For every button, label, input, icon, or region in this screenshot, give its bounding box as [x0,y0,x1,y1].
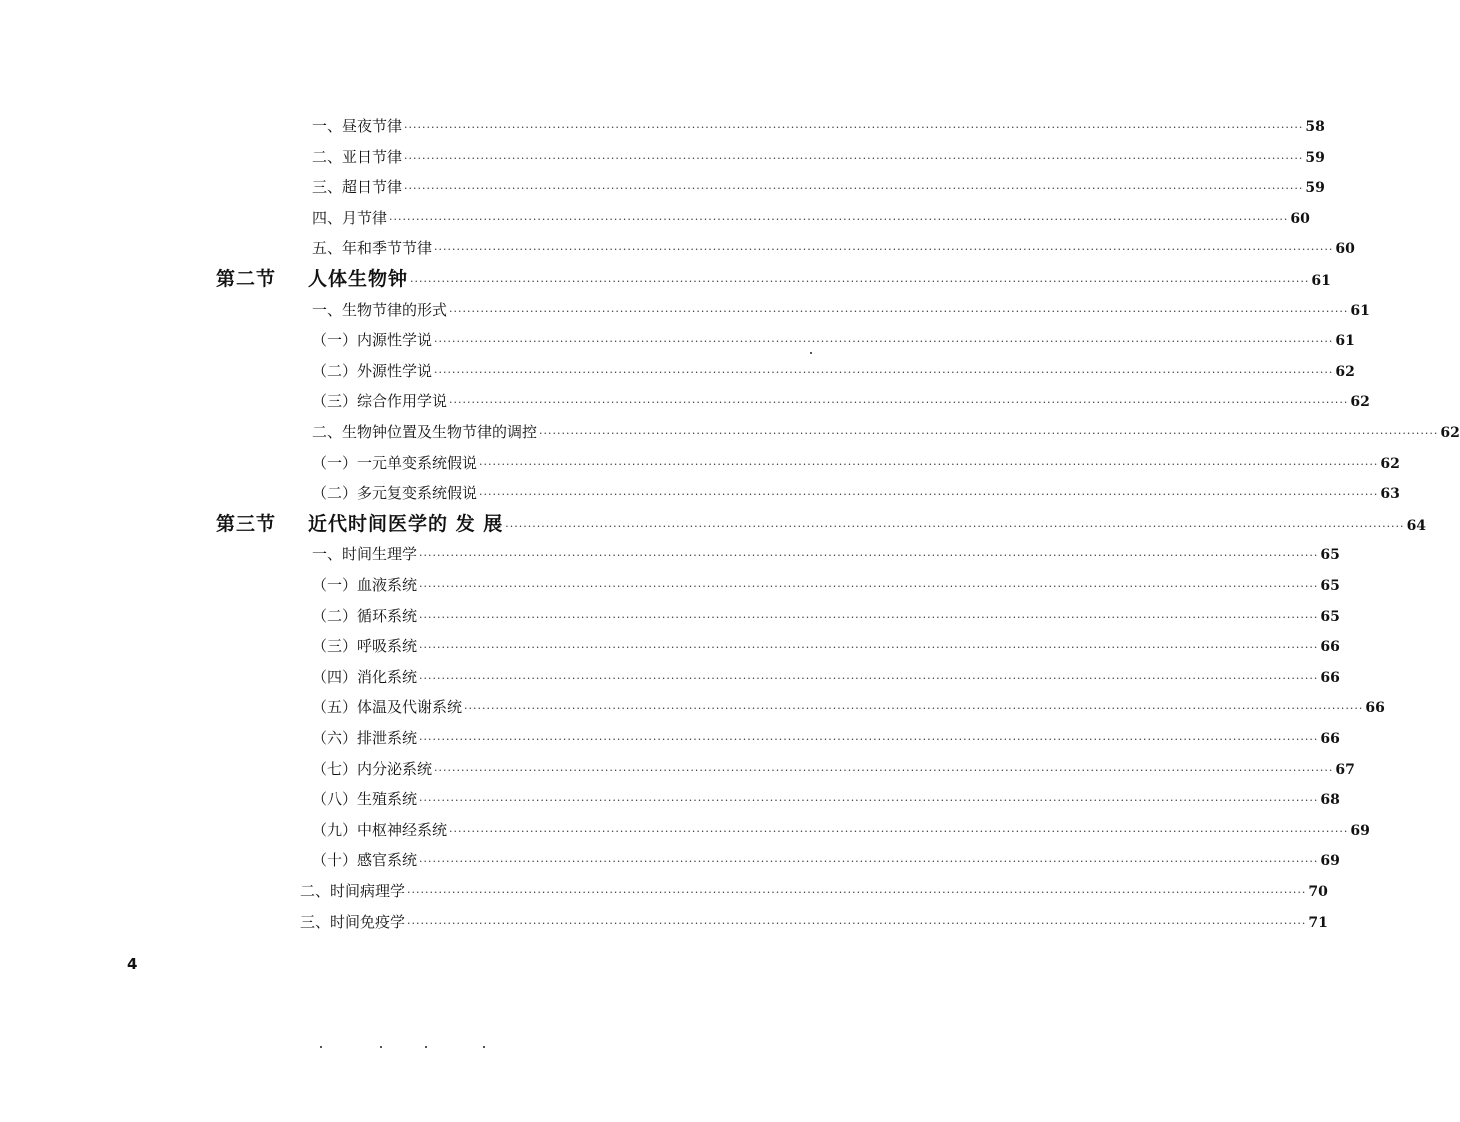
toc-page-number: 62 [1380,456,1400,472]
toc-entry [312,361,1355,383]
toc-page-number: 60 [1335,241,1355,257]
toc-entry-title: 一、时间生理学 [312,545,418,563]
toc-page-number: 69 [1350,823,1370,839]
toc-entry [312,208,1310,230]
toc-section-row [308,513,1427,537]
toc-page-number: 59 [1305,180,1325,196]
toc-page-number: 62 [1335,364,1355,380]
leader-dots: ········································································································································································································ [404,152,1304,165]
leader-dots: ········································································································································································································ [449,396,1349,409]
leader-dots: ········································································································································································································ [434,243,1334,256]
scan-speck [810,352,812,354]
toc-entry-title: 五、年和季节节律 [312,239,433,257]
leader-dots: ········································································································································································································ [419,855,1319,868]
leader-dots: ········································································································································································································ [434,366,1334,379]
leader-dots: ········································································································································································································ [449,825,1349,838]
toc-entry [312,238,1355,260]
leader-dots: ········································································································································································································ [419,611,1319,624]
leader-dots: ········································································································································································································ [419,580,1319,593]
leader-dots: ········································································································································································································ [407,886,1307,899]
toc-entry-title: 二、生物钟位置及生物节律的调控 [312,423,538,441]
leader-dots: ········································································································································································································ [419,733,1319,746]
toc-entry [312,391,1370,413]
leader-dots: ········································································································································································································ [419,641,1319,654]
toc-entry [312,330,1355,352]
toc-page-number: 62 [1350,394,1370,410]
toc-entry [312,483,1400,505]
toc-entry [300,912,1328,934]
scan-speck [425,1046,427,1048]
toc-entry [312,544,1340,566]
toc-entry [312,177,1325,199]
toc-entry-title: 近代时间医学的 发 展 [308,513,504,535]
toc-entry-title: 二、亚日节律 [312,148,403,166]
toc-entry-title: （十）感官系统 [312,851,418,869]
toc-entry-title: 四、月节律 [312,209,388,227]
section-number: 第二节 [216,268,277,290]
leader-dots: ········································································································································································································ [479,488,1379,501]
scan-speck [380,1046,382,1048]
toc-page-number: 61 [1335,333,1355,349]
leader-dots: ········································································································································································································ [505,520,1405,533]
toc-section-row [308,268,1331,292]
leader-dots: ········································································································································································································ [539,427,1439,440]
toc-entry [312,697,1385,719]
toc-entry-title: （六）排泄系统 [312,729,418,747]
toc-entry-title: （三）呼吸系统 [312,637,418,655]
section-number: 第三节 [216,513,277,535]
toc-entry-title: 三、超日节律 [312,178,403,196]
leader-dots: ········································································································································································································ [419,794,1319,807]
toc-entry [312,820,1370,842]
toc-entry [312,667,1340,689]
toc-page-number: 66 [1320,670,1340,686]
leader-dots: ········································································································································································································ [434,335,1334,348]
toc-entry-title: （二）外源性学说 [312,362,433,380]
leader-dots: ········································································································································································································ [434,764,1334,777]
toc-entry [312,789,1340,811]
toc-page-number: 70 [1308,884,1328,900]
toc-page-number: 69 [1320,853,1340,869]
toc-entry-title: （一）一元单变系统假说 [312,454,478,472]
toc-entry-title: （一）血液系统 [312,576,418,594]
toc-entry [312,300,1370,322]
toc-entry [300,881,1328,903]
toc-entry [312,850,1340,872]
leader-dots: ········································································································································································································ [464,702,1364,715]
toc-entry-title: （四）消化系统 [312,668,418,686]
leader-dots: ········································································································································································································ [479,458,1379,471]
toc-entry-title: 一、生物节律的形式 [312,301,448,319]
toc-entry-title: （三）综合作用学说 [312,392,448,410]
leader-dots: ········································································································································································································ [404,182,1304,195]
toc-page-number: 66 [1320,639,1340,655]
toc-entry-title: （二）多元复变系统假说 [312,484,478,502]
toc-entry-title: （一）内源性学说 [312,331,433,349]
toc-page-number: 65 [1320,547,1340,563]
toc-entry-title: （九）中枢神经系统 [312,821,448,839]
toc-page-number: 61 [1311,273,1331,289]
toc-entry [312,116,1325,138]
toc-page-number: 65 [1320,609,1340,625]
page-number: 4 [127,955,138,973]
toc-page-number: 60 [1290,211,1310,227]
leader-dots: ········································································································································································································ [410,275,1310,288]
toc-entry [312,636,1340,658]
toc-entry [312,728,1340,750]
toc-entry-title: （八）生殖系统 [312,790,418,808]
toc-entry [312,606,1340,628]
toc-page-number: 68 [1320,792,1340,808]
toc-entry-title: 三、时间免疫学 [300,913,406,931]
toc-entry-title: 二、时间病理学 [300,882,406,900]
toc-entry [312,759,1355,781]
scan-speck [483,1046,485,1048]
scan-speck [320,1046,322,1048]
toc-page-number: 71 [1308,915,1328,931]
toc-entry-title: 一、昼夜节律 [312,117,403,135]
toc-page-number: 58 [1305,119,1325,135]
toc-entry-title: （七）内分泌系统 [312,760,433,778]
toc-page-number: 67 [1335,762,1355,778]
toc-entry-title: 人体生物钟 [308,268,409,290]
toc-page-number: 62 [1440,425,1460,441]
toc-entry [312,422,1460,444]
toc-entry-title: （五）体温及代谢系统 [312,698,463,716]
toc-entry [312,453,1400,475]
toc-entry [312,575,1340,597]
toc-page-number: 59 [1305,150,1325,166]
leader-dots: ········································································································································································································ [449,305,1349,318]
toc-page-number: 61 [1350,303,1370,319]
toc-entry [312,147,1325,169]
leader-dots: ········································································································································································································ [404,121,1304,134]
leader-dots: ········································································································································································································ [419,672,1319,685]
toc-page-number: 65 [1320,578,1340,594]
toc-page-number: 66 [1365,700,1385,716]
leader-dots: ········································································································································································································ [419,549,1319,562]
toc-page-number: 66 [1320,731,1340,747]
toc-entry-title: （二）循环系统 [312,607,418,625]
leader-dots: ········································································································································································································ [389,213,1289,226]
leader-dots: ········································································································································································································ [407,917,1307,930]
toc-page-number: 63 [1380,486,1400,502]
toc-page-number: 64 [1406,518,1427,534]
